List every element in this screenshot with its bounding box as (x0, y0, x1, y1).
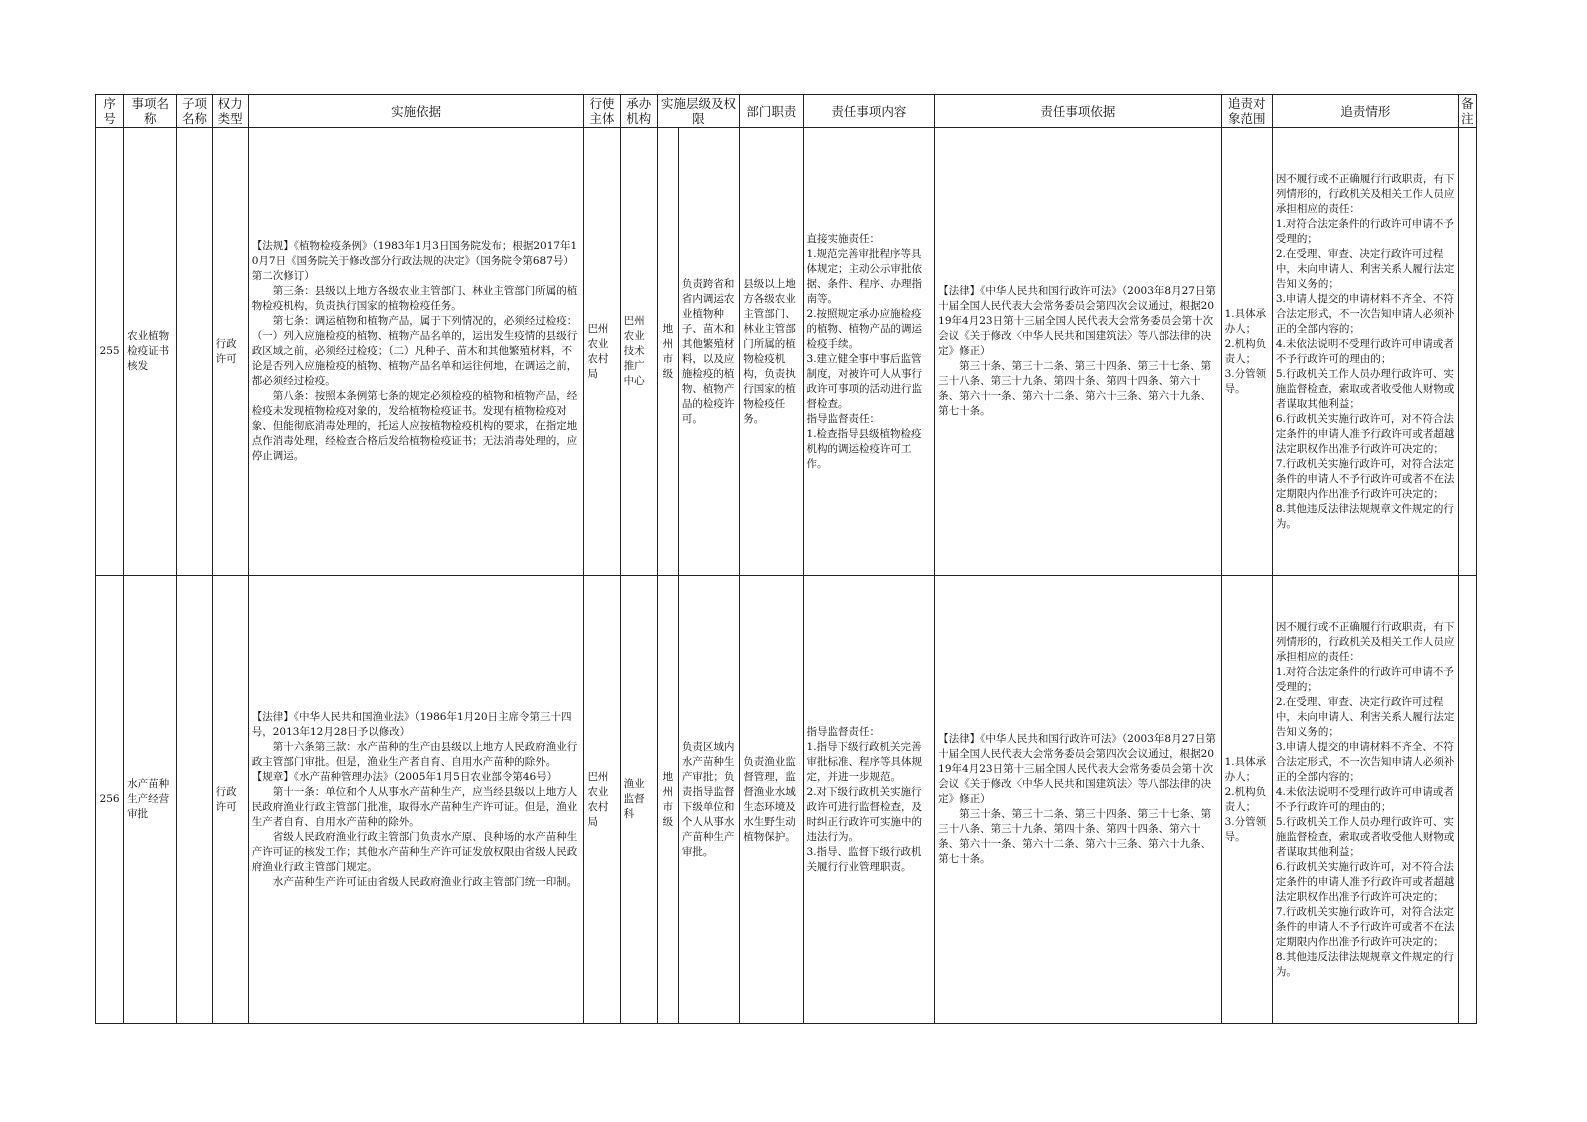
table-body (96, 128, 1477, 1024)
cell-name: 水产苗种生产经营审批 (124, 576, 177, 1024)
cell-resp-basis-line: 【法律】《中华人民共和国行政许可法》（2003年8月27日第十届全国人民代表大会常务委员会第四次会议通过，根据2019年4月23日第十三届全国人民代表大会常务委员会第十次会议《关于修改〈中华人民共和国建筑法〉等八部法律的决定》修正） (938, 733, 1216, 805)
cell-situation (1272, 128, 1458, 576)
cell-authority: 负责跨省和省内调运农业植物种子、苗木和其他繁殖材料，以及应施检疫的植物、植物产品的检疫许可。 (678, 128, 739, 576)
cell-resp (803, 128, 935, 576)
cell-resp-line: 直接实施责任： (806, 232, 881, 245)
cell-resp-line: 1.规范完善审批程序等具体规定；主动公示审批依据、条件、程序、办理指南等。 (806, 247, 923, 305)
cell-situation-line: 2.在受理、审查、决定行政许可过程中，未向申请人、利害关系人履行法定告知义务的； (1275, 695, 1455, 738)
cell-resp-line: 2.按照规定承办应施检疫的植物、植物产品的调运检疫手续。 (806, 307, 923, 350)
cell-power: 行政许可 (212, 576, 248, 1024)
cell-basis-line: 第七条：调运植物和植物产品，属于下列情况的，必须经过检疫：（一）列入应施检疫的植物、植物产品名单的，运出发生疫情的县级行政区域之前，必须经过检疫；（二）凡种子、苗木和其他繁殖材料，不论是否列入应施检疫的植物、植物产品名单和运往何地，在调运之前，都必须经过检疫。 (251, 315, 578, 387)
cell-duty: 负责渔业监督管理，监督渔业水域生态环境及水生野生动植物保护。 (740, 576, 803, 1024)
cell-authority: 负责区域内水产苗种生产审批；负责指导监督下级单位和个人从事水产苗种生产审批。 (678, 576, 739, 1024)
header-seq: 序号 (96, 95, 124, 128)
header-sub: 子项名称 (177, 95, 212, 128)
cell-basis-line: 第三条：县级以上地方各级农业主管部门、林业主管部门所属的植物检疫机构，负责执行国家的植物检疫任务。 (251, 285, 578, 312)
header-scope: 追责对象范围 (1221, 95, 1272, 128)
cell-basis-line: 【规章】《水产苗种管理办法》（2005年1月5日农业部令第46号） (251, 770, 558, 783)
cell-basis-line: 水产苗种生产许可证由省级人民政府渔业行政主管部门统一印制。 (272, 875, 578, 888)
table-row (96, 576, 1477, 1024)
cell-scope (1221, 128, 1272, 576)
cell-scope-line: 3.分管领导。 (1224, 367, 1267, 395)
cell-note (1458, 576, 1476, 1024)
cell-situation-line: 因不履行或不正确履行行政职责，有下列情形的，行政机关及相关工作人员应承担相应的责任： (1275, 172, 1455, 215)
header-situation: 追责情形 (1272, 95, 1458, 128)
cell-basis-line: 第八条：按照本条例第七条的规定必须检疫的植物和植物产品，经检疫未发现植物检疫对象的，发给植物检疫证书。发现有植物检疫对象、但能彻底消毒处理的，托运人应按植物检疫机构的要求，在指定地点作消毒处理，经检查合格后发给植物检疫证书；无法消毒处理的，应停止调运。 (251, 390, 578, 462)
cell-sub (177, 128, 212, 576)
cell-org: 巴州农业技术推广中心 (620, 128, 657, 576)
cell-name: 农业植物检疫证书核发 (124, 128, 177, 576)
cell-scope-line: 2.机构负责人； (1224, 337, 1267, 365)
cell-situation-line: 7.行政机关实施行政许可，对符合法定条件的申请人不予行政许可或者不在法定期限内作出准予行政许可决定的； (1275, 905, 1455, 948)
cell-basis (248, 576, 584, 1024)
table-row (96, 128, 1477, 576)
cell-situation-line: 1.对符合法定条件的行政许可申请不予受理的； (1275, 217, 1454, 245)
cell-scope (1221, 576, 1272, 1024)
cell-resp-line: 1.检查指导县级植物检疫机构的调运检疫许可工作。 (806, 427, 922, 470)
cell-situation (1272, 576, 1458, 1024)
cell-duty: 县级以上地方各级农业主管部门、林业主管部门所属的植物检疫机构，负责执行国家的植物检疫任务。 (740, 128, 803, 576)
cell-resp (803, 576, 935, 1024)
header-power: 权力类型 (212, 95, 248, 128)
cell-resp-basis-line: 【法律】《中华人民共和国行政许可法》（2003年8月27日第十届全国人民代表大会常务委员会第四次会议通过，根据2019年4月23日第十三届全国人民代表大会常务委员会第十次会议《关于修改〈中华人民共和国建筑法〉等八部法律的决定》修正） (938, 285, 1216, 357)
cell-basis-line: 第十六条第三款：水产苗种的生产由县级以上地方人民政府渔业行政主管部门审批。但是，渔业生产者自育、自用水产苗种的除外。 (251, 740, 578, 768)
cell-resp-basis (935, 576, 1221, 1024)
cell-basis (248, 128, 584, 576)
cell-resp-line: 2.对下级行政机关实施行政许可进行监督检查，及时纠正行政许可实施中的违法行为。 (806, 785, 923, 843)
header-level: 实施层级及权限 (657, 95, 739, 128)
cell-level: 地州市级 (657, 128, 678, 576)
header-duty: 部门职责 (740, 95, 803, 128)
cell-scope-line: 2.机构负责人； (1224, 785, 1267, 813)
header-resp: 责任事项内容 (803, 95, 935, 128)
cell-sub (177, 576, 212, 1024)
cell-situation-line: 2.在受理、审查、决定行政许可过程中，未向申请人、利害关系人履行法定告知义务的； (1275, 247, 1455, 290)
cell-resp-line: 指导监督责任： (806, 725, 881, 738)
cell-situation-line: 5.行政机关工作人员办理行政许可、实施监督检查，索取或者收受他人财物或者谋取其他利益； (1275, 367, 1455, 410)
cell-situation-line: 4.未依法说明不受理行政许可申请或者不予行政许可的理由的； (1275, 785, 1454, 813)
cell-scope-line: 1.具体承办人； (1224, 307, 1267, 335)
header-name: 事项名称 (124, 95, 177, 128)
cell-basis-line: 省级人民政府渔业行政主管部门负责水产原、良种场的水产苗种生产许可证的核发工作；其他水产苗种生产许可证发放权限由省级人民政府渔业行政主管部门规定。 (251, 830, 578, 873)
cell-basis-line: 【法规】《植物检疫条例》（1983年1月3日国务院发布；根据2017年10月7日《国务院关于修改部分行政法规的决定》（国务院令第687号）第二次修订） (251, 240, 578, 282)
cell-situation-line: 7.行政机关实施行政许可，对符合法定条件的申请人不予行政许可或者不在法定期限内作出准予行政许可决定的； (1275, 457, 1455, 500)
cell-situation-line: 因不履行或不正确履行行政职责，有下列情形的，行政机关及相关工作人员应承担相应的责任： (1275, 620, 1455, 663)
cell-level: 地州市级 (657, 576, 678, 1024)
cell-situation-line: 4.未依法说明不受理行政许可申请或者不予行政许可的理由的； (1275, 337, 1454, 365)
cell-resp-line: 1.指导下级行政机关完善审批标准、程序等具体规定，并进一步规范。 (806, 740, 923, 783)
cell-situation-line: 6.行政机关实施行政许可，对不符合法定条件的申请人准予行政许可或者超越法定职权作出准予行政许可决定的； (1275, 412, 1455, 455)
cell-resp-basis (935, 128, 1221, 576)
cell-resp-basis-line: 第三十条、第三十二条、第三十四条、第三十七条、第三十八条、第三十九条、第四十条、第四十四条、第六十条、第六十一条、第六十二条、第六十三条、第六十九条、第七十条。 (938, 360, 1212, 417)
cell-seq: 255 (96, 128, 124, 576)
header-note: 备注 (1458, 95, 1476, 128)
header-basis: 实施依据 (248, 95, 584, 128)
header-subject: 行使主体 (584, 95, 620, 128)
cell-subject: 巴州农业农村局 (584, 128, 620, 576)
header-row (96, 95, 1477, 128)
cell-resp-basis-line: 第三十条、第三十二条、第三十四条、第三十七条、第三十八条、第三十九条、第四十条、第四十四条、第六十条、第六十一条、第六十二条、第六十三条、第六十九条、第七十条。 (938, 808, 1212, 865)
cell-situation-line: 8.其他违反法律法规规章文件规定的行为。 (1275, 950, 1454, 978)
header-org: 承办机构 (620, 95, 657, 128)
cell-situation-line: 3.申请人提交的申请材料不齐全、不符合法定形式，不一次告知申请人必须补正的全部内容的； (1275, 740, 1455, 783)
cell-power: 行政许可 (212, 128, 248, 576)
cell-situation-line: 1.对符合法定条件的行政许可申请不予受理的； (1275, 665, 1454, 693)
cell-scope-line: 3.分管领导。 (1224, 815, 1267, 843)
responsibility-table (95, 94, 1477, 1024)
cell-resp-line: 3.建立健全事中事后监管制度，对被许可人从事行政许可事项的活动进行监督检查。 (806, 352, 923, 410)
cell-basis-line: 【法律】《中华人民共和国渔业法》（1986年1月20日主席令第三十四号，2013年12月28日予以修改） (251, 710, 572, 738)
header-resp-basis: 责任事项依据 (935, 95, 1221, 128)
cell-subject: 巴州农业农村局 (584, 576, 620, 1024)
cell-situation-line: 5.行政机关工作人员办理行政许可、实施监督检查，索取或者收受他人财物或者谋取其他利益； (1275, 815, 1455, 858)
cell-basis-line: 第十一条：单位和个人从事水产苗种生产，应当经县级以上地方人民政府渔业行政主管部门批准，取得水产苗种生产许可证。但是，渔业生产者自育、自用水产苗种的除外。 (251, 785, 578, 828)
cell-situation-line: 3.申请人提交的申请材料不齐全、不符合法定形式，不一次告知申请人必须补正的全部内容的； (1275, 292, 1455, 335)
cell-scope-line: 1.具体承办人； (1224, 755, 1267, 783)
cell-situation-line: 6.行政机关实施行政许可，对不符合法定条件的申请人准予行政许可或者超越法定职权作出准予行政许可决定的； (1275, 860, 1455, 903)
cell-resp-line: 3.指导、监督下级行政机关履行行业管理职责。 (806, 845, 922, 873)
cell-resp-line: 指导监督责任： (806, 412, 881, 425)
cell-note (1458, 128, 1476, 576)
cell-seq: 256 (96, 576, 124, 1024)
cell-situation-line: 8.其他违反法律法规规章文件规定的行为。 (1275, 502, 1454, 530)
cell-org: 渔业监督科 (620, 576, 657, 1024)
